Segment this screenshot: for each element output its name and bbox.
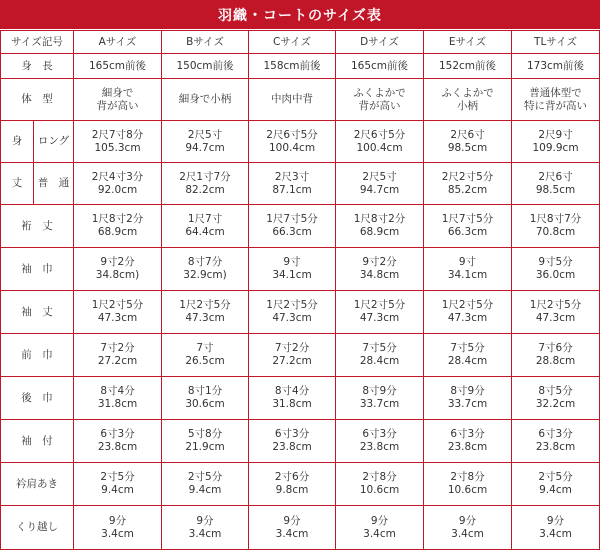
row-label-sleeve-width: 袖 巾 [1,248,74,291]
row-label-length-main: 身 [1,121,34,163]
table-row-length-long [1,121,600,163]
table-cell: 5寸8分 21.9cm [162,420,249,463]
table-cell: 1尺8寸7分 70.8cm [512,205,600,248]
table-row-sleeve-length [1,291,600,334]
header-cell-b: Bサイズ [162,31,249,54]
row-label-sleeve-attach: 袖 付 [1,420,74,463]
table-cell: 2尺1寸7分 82.2cm [162,163,249,205]
table-cell: 1尺2寸5分 47.3cm [424,291,512,334]
table-cell: 中肉中背 [249,79,336,121]
row-label-length-normal: 普 通 [34,163,74,205]
header-row [1,31,600,54]
table-cell: 2尺2寸5分 85.2cm [424,163,512,205]
table-cell: 9分 3.4cm [512,506,600,550]
table-cell: 165cm前後 [336,54,424,79]
table-cell: 1尺8寸2分 68.9cm [74,205,162,248]
header-cell-size-code: サイズ記号 [1,31,74,54]
table-cell: 9分 3.4cm [424,506,512,550]
header-cell-e: Eサイズ [424,31,512,54]
table-row-back-width [1,377,600,420]
row-label-front-width: 前 巾 [1,334,74,377]
table-cell: 9寸 34.1cm [424,248,512,291]
table-cell: 9寸2分 34.8cm) [74,248,162,291]
table-cell: 8寸9分 33.7cm [336,377,424,420]
table-cell: 8寸7分 32.9cm) [162,248,249,291]
table-cell: 9分 3.4cm [336,506,424,550]
row-label-collar-opening: 衿肩あき [1,463,74,506]
table-cell: 1尺2寸5分 47.3cm [162,291,249,334]
table-cell: 158cm前後 [249,54,336,79]
table-cell: 7寸2分 27.2cm [74,334,162,377]
table-cell: 2尺6寸 98.5cm [512,163,600,205]
table-row-sleeve-attach [1,420,600,463]
table-cell: 6寸3分 23.8cm [424,420,512,463]
table-cell: 9分 3.4cm [162,506,249,550]
table-cell: ふくよかで 背が高い [336,79,424,121]
table-cell: 2尺5寸 94.7cm [162,121,249,163]
table-row-yuki [1,205,600,248]
table-cell: 1尺7寸5分 66.3cm [424,205,512,248]
table-cell: 1尺2寸5分 47.3cm [512,291,600,334]
table-cell: 2尺5寸 94.7cm [336,163,424,205]
table-cell: 1尺7寸5分 66.3cm [249,205,336,248]
header-cell-a: Aサイズ [74,31,162,54]
table-cell: 173cm前後 [512,54,600,79]
row-label-length-main-2: 丈 [1,163,34,205]
table-cell: 9分 3.4cm [249,506,336,550]
table-cell: 2寸5分 9.4cm [162,463,249,506]
table-cell: 2寸8分 10.6cm [424,463,512,506]
table-cell: 細身で小柄 [162,79,249,121]
row-label-length-long: ロング [34,121,74,163]
table-cell: 8寸4分 31.8cm [249,377,336,420]
table-cell: 7寸6分 28.8cm [512,334,600,377]
table-cell: 1尺2寸5分 47.3cm [336,291,424,334]
table-cell: 2寸5分 9.4cm [512,463,600,506]
row-label-sleeve-length: 袖 丈 [1,291,74,334]
table-cell: 165cm前後 [74,54,162,79]
row-label-kurikoshi: くり越し [1,506,74,550]
table-cell: 1尺7寸 64.4cm [162,205,249,248]
header-cell-tl: TLサイズ [512,31,600,54]
table-cell: 7寸 26.5cm [162,334,249,377]
header-cell-d: Dサイズ [336,31,424,54]
table-row-front-width [1,334,600,377]
table-cell: 6寸3分 23.8cm [249,420,336,463]
table-cell: 7寸5分 28.4cm [336,334,424,377]
table-row-body-type [1,79,600,121]
table-cell: 2寸5分 9.4cm [74,463,162,506]
table-cell: 150cm前後 [162,54,249,79]
table-cell: 9分 3.4cm [74,506,162,550]
table-cell: 2尺6寸 98.5cm [424,121,512,163]
header-cell-c: Cサイズ [249,31,336,54]
table-row-length-normal [1,163,600,205]
table-title: 羽織・コートのサイズ表 [0,0,600,29]
table-cell: 152cm前後 [424,54,512,79]
table-cell: 2尺6寸5分 100.4cm [336,121,424,163]
table-cell: 6寸3分 23.8cm [512,420,600,463]
table-cell: 1尺2寸5分 47.3cm [74,291,162,334]
table-cell: 2尺3寸 87.1cm [249,163,336,205]
row-label-body-type: 体 型 [1,79,74,121]
row-label-yuki: 裄 丈 [1,205,74,248]
table-cell: 6寸3分 23.8cm [74,420,162,463]
table-cell: 普通体型で 特に背が高い [512,79,600,121]
row-label-height: 身 長 [1,54,74,79]
table-cell: 6寸3分 23.8cm [336,420,424,463]
table-cell: 2寸6分 9.8cm [249,463,336,506]
table-cell: 2尺7寸8分 105.3cm [74,121,162,163]
table-row-kurikoshi [1,506,600,550]
table-cell: 細身で 背が高い [74,79,162,121]
table-cell: 8寸1分 30.6cm [162,377,249,420]
size-table [0,30,600,550]
table-cell: 2寸8分 10.6cm [336,463,424,506]
table-cell: 8寸4分 31.8cm [74,377,162,420]
table-cell: 9寸5分 36.0cm [512,248,600,291]
table-cell: 1尺2寸5分 47.3cm [249,291,336,334]
table-cell: 9寸 34.1cm [249,248,336,291]
table-cell: 8寸5分 32.2cm [512,377,600,420]
table-cell: 1尺8寸2分 68.9cm [336,205,424,248]
table-cell: 7寸2分 27.2cm [249,334,336,377]
table-cell: 7寸5分 28.4cm [424,334,512,377]
table-cell: ふくよかで 小柄 [424,79,512,121]
table-row-height [1,54,600,79]
table-row-sleeve-width [1,248,600,291]
table-row-collar-opening [1,463,600,506]
row-label-back-width: 後 巾 [1,377,74,420]
table-cell: 2尺6寸5分 100.4cm [249,121,336,163]
table-cell: 9寸2分 34.8cm [336,248,424,291]
table-cell: 8寸9分 33.7cm [424,377,512,420]
table-cell: 2尺4寸3分 92.0cm [74,163,162,205]
table-cell: 2尺9寸 109.9cm [512,121,600,163]
